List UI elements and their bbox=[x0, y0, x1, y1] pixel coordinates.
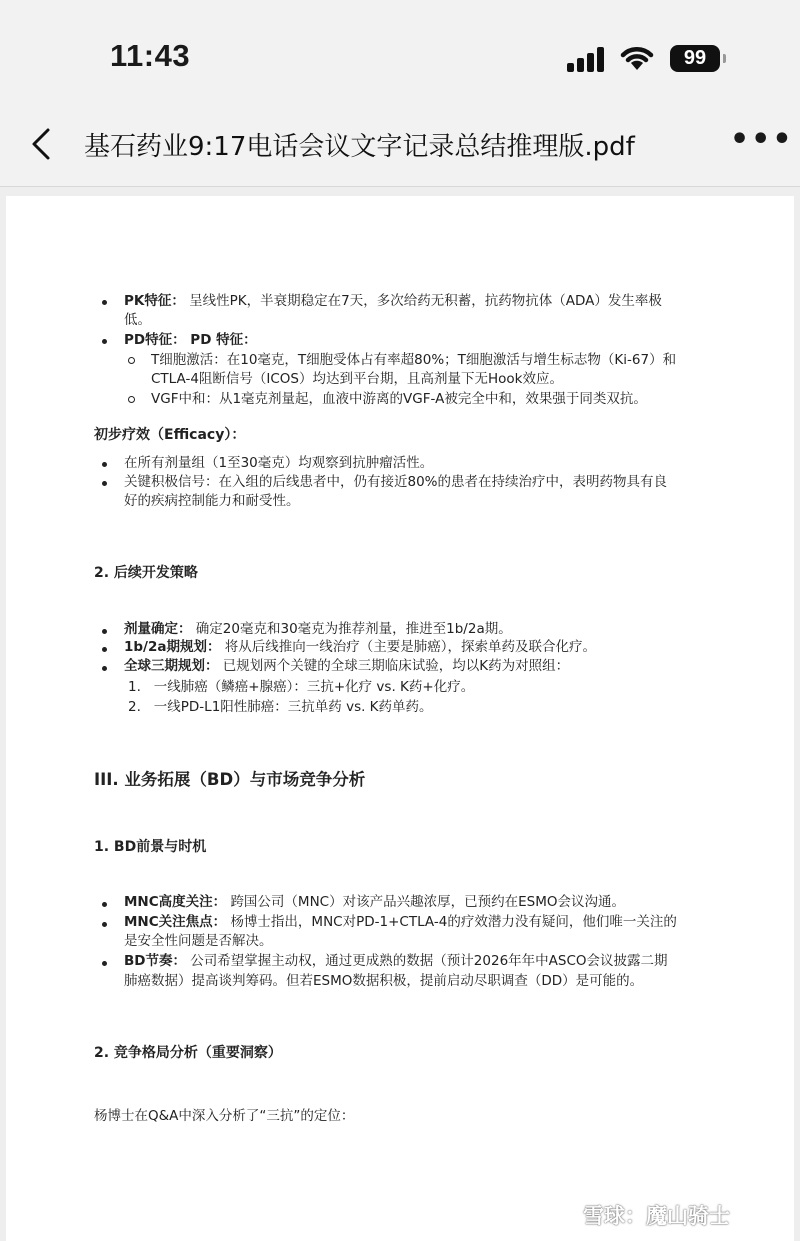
bd-label: MNC高度关注： bbox=[124, 894, 227, 910]
strategy-text: 确定20毫克和30毫克为推荐剂量，推进至1b/2a期。 bbox=[195, 621, 512, 637]
bd-label: BD节奏： bbox=[124, 953, 186, 969]
efficacy-item: 关键积极信号：在入组的后线患者中，仍有接近80%的患者在持续治疗中，表明药物具有良 bbox=[124, 474, 668, 490]
bullet bbox=[102, 462, 107, 467]
efficacy-item-cont: 好的疾病控制能力和耐受性。 bbox=[124, 493, 300, 509]
sub-bullet bbox=[128, 357, 135, 364]
trial-item: 1. 一线肺癌（鳞癌+腺癌）：三抗+化疗 vs. K药+化疗。 bbox=[128, 679, 475, 695]
bullet bbox=[102, 647, 107, 652]
bd-text: 跨国公司（MNC）对该产品兴趣浓厚，已预约在ESMO会议沟通。 bbox=[230, 894, 625, 910]
bd-heading: 1. BD前景与时机 bbox=[94, 839, 207, 855]
bullet bbox=[102, 961, 107, 966]
pd-item: VGF中和：从1毫克剂量起，血液中游离的VGF-A被完全中和，效果强于同类双抗。 bbox=[151, 391, 647, 407]
watermark: 雪球：魔山骑士 bbox=[583, 1204, 730, 1228]
sub-bullet bbox=[128, 396, 135, 403]
competition-heading: 2. 竞争格局分析（重要洞察） bbox=[94, 1045, 282, 1061]
strategy-heading: 2. 后续开发策略 bbox=[94, 565, 198, 581]
clock: 11:43 bbox=[110, 38, 191, 73]
nav-bar bbox=[0, 100, 800, 187]
bd-text: 杨博士指出，MNC对PD-1+CTLA-4的疗效潜力没有疑问，他们唯一关注的 bbox=[230, 914, 677, 930]
pk-text: 呈线性PK，半衰期稳定在7天，多次给药无积蓄，抗药物抗体（ADA）发生率极 bbox=[189, 293, 662, 309]
pk-text-cont: 低。 bbox=[124, 312, 151, 328]
bd-label: MNC关注焦点： bbox=[124, 914, 227, 930]
pd-item: T细胞激活：在10毫克，T细胞受体占有率超80%；T细胞激活与增生标志物（Ki-67）和 bbox=[151, 352, 677, 368]
strategy-text: 将从后线推向一线治疗（主要是肺癌），探索单药及联合化疗。 bbox=[224, 639, 597, 655]
back-button[interactable] bbox=[28, 124, 58, 164]
bullet bbox=[102, 629, 107, 634]
status-bar bbox=[0, 0, 800, 100]
bd-text-cont: 肺癌数据）提高谈判筹码。但若ESMO数据积极，提前启动尽职调查（DD）是可能的。 bbox=[124, 973, 644, 989]
battery-icon: 99 bbox=[670, 45, 720, 72]
pd-label: PD特征： PD 特征： bbox=[124, 332, 257, 348]
bullet bbox=[102, 339, 107, 344]
efficacy-item: 在所有剂量组（1至30毫克）均观察到抗肿瘤活性。 bbox=[124, 455, 434, 471]
efficacy-heading: 初步疗效（Efficacy）： bbox=[94, 427, 246, 443]
wifi-icon bbox=[620, 43, 654, 71]
more-options-button[interactable]: ••• bbox=[730, 122, 794, 157]
pd-item-cont: CTLA-4阻断信号（ICOS）均达到平台期，且高剂量下无Hook效应。 bbox=[151, 371, 563, 387]
bd-text: 公司希望掌握主动权，通过更成熟的数据（预计2026年年中ASCO会议披露二期 bbox=[190, 953, 668, 969]
trial-item: 2. 一线PD-L1阳性肺癌：三抗单药 vs. K药单药。 bbox=[128, 699, 433, 715]
strategy-label: 1b/2a期规划： bbox=[124, 639, 221, 655]
strategy-label: 全球三期规划： bbox=[124, 658, 219, 674]
bullet bbox=[102, 666, 107, 671]
bullet bbox=[102, 922, 107, 927]
bullet bbox=[102, 481, 107, 486]
competition-intro: 杨博士在Q&A中深入分析了“三抗”的定位： bbox=[94, 1108, 355, 1124]
bd-text-cont: 是安全性问题是否解决。 bbox=[124, 933, 273, 949]
document-title: 基石药业9:17电话会议文字记录总结推理版.pdf bbox=[84, 132, 635, 162]
bullet bbox=[102, 300, 107, 305]
cellular-signal-icon bbox=[567, 46, 607, 72]
pk-label: PK特征： bbox=[124, 293, 185, 309]
strategy-label: 剂量确定： bbox=[124, 621, 192, 637]
section-heading: III. 业务拓展（BD）与市场竞争分析 bbox=[94, 770, 366, 789]
strategy-text: 已规划两个关键的全球三期临床试验，均以K药为对照组： bbox=[222, 658, 570, 674]
bullet bbox=[102, 902, 107, 907]
